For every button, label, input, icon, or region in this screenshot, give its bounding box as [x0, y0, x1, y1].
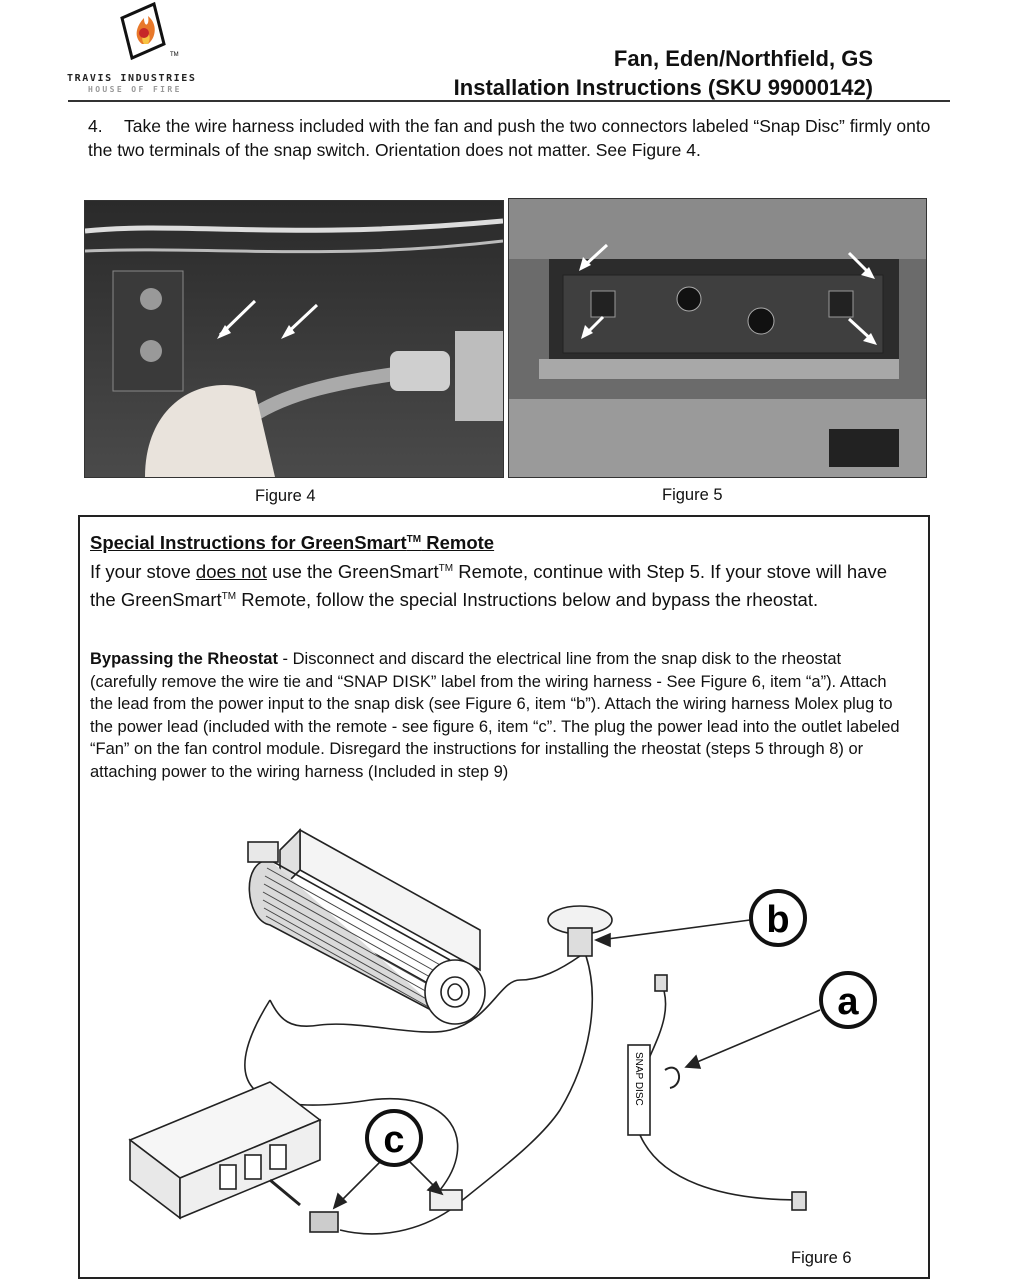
callout-c [367, 1111, 421, 1165]
header-divider [68, 100, 950, 102]
step-number: 4. [88, 116, 103, 136]
title-line-2: Installation Instructions (SKU 99000142) [453, 75, 873, 100]
svg-text:a: a [837, 981, 859, 1023]
svg-text:b: b [766, 899, 790, 941]
step-4-paragraph [88, 114, 948, 162]
figure-5-photo [508, 198, 927, 478]
page-title [454, 44, 873, 102]
figure-4-caption: Figure 4 [255, 487, 316, 505]
bypass-rheostat-paragraph [90, 648, 912, 783]
callout-b [751, 891, 805, 945]
logo-brand-text: TRAVIS INDUSTRIES [67, 73, 197, 84]
logo-tagline-text: HOUSE OF FIRE [88, 85, 182, 94]
special-instructions-paragraph: If your stove does not use the GreenSmart™ Remote, continue with Step 5. If your stove will have the GreenSmart™ Remote, follow the special Instructions below and bypass the rheostat. [90, 561, 888, 610]
bypass-text: - Disconnect and discard the electrical line from the snap disk to the rheostat (carefully remove the wire tie and “SNAP DISK” label from the wiring harness - See Figure 6, item “a”). Attach the lead from the power input to the snap disk (see Figure 6, item “b”). Attach the wiring harness Molex plug to the power lead (included with the remote - see figure 6, item “c”. The plug the power lead into the outlet labeled “Fan” on the fan control module. Disregard the instructions for installing the rheostat (steps 5 through 8) or attaching power to the wiring harness (Included in step 9) [90, 650, 900, 781]
callout-a [821, 973, 875, 1027]
figure-4-photo [84, 200, 504, 478]
figure-6-diagram [120, 820, 900, 1260]
figure-5-caption: Figure 5 [662, 486, 723, 504]
step-text: Take the wire harness included with the fan and push the two connectors labeled “Snap Disc” firmly onto the two terminals of the snap switch. Orientation does not matter. See Figure 4. [88, 116, 931, 160]
title-line-1: Fan, Eden/Northfield, GS [613, 46, 873, 71]
svg-text:c: c [383, 1119, 405, 1161]
bypass-label: Bypassing the Rheostat [90, 650, 278, 668]
special-instructions-title: Special Instructions for GreenSmart™ Remote [90, 532, 495, 553]
snap-disc-label: SNAP DISC [633, 1052, 644, 1106]
figure-6-caption: Figure 6 [791, 1249, 852, 1267]
svg-text:TM: TM [170, 52, 179, 58]
